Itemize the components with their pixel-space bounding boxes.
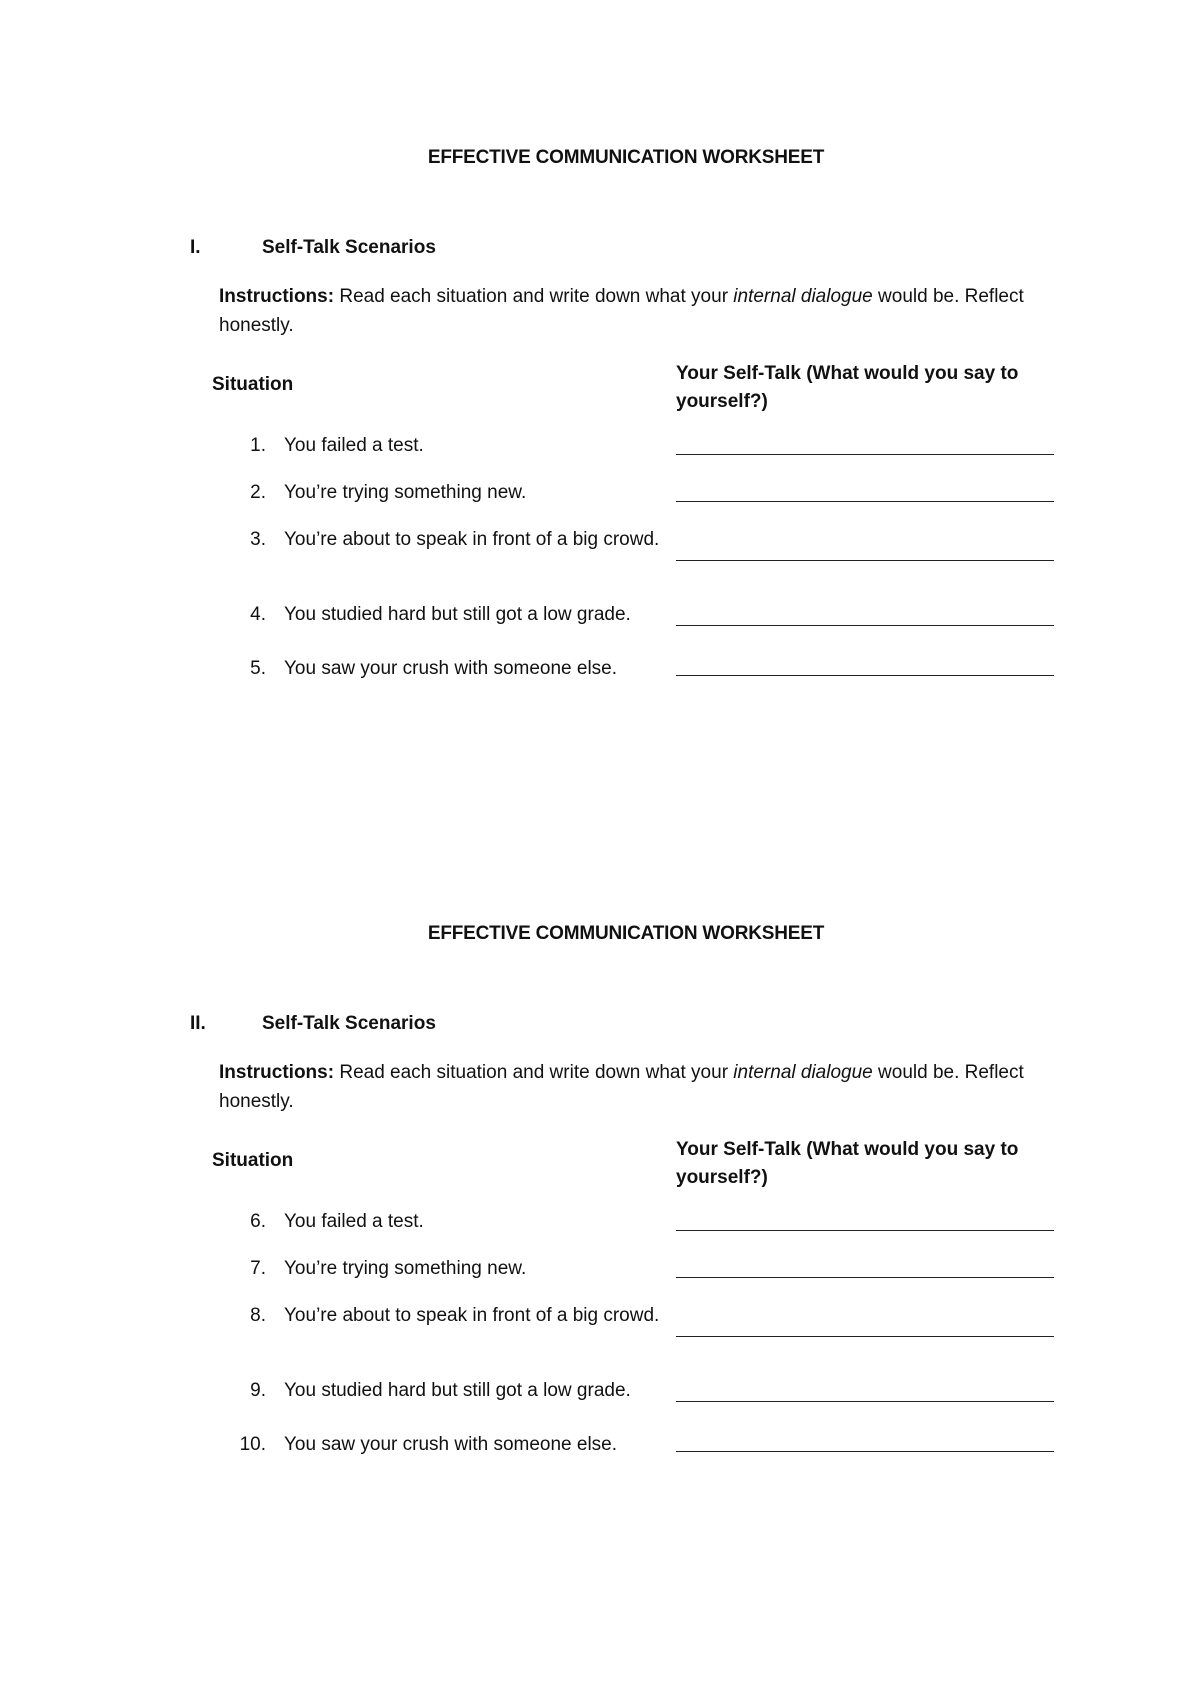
worksheet-title: EFFECTIVE COMMUNICATION WORKSHEET — [427, 147, 825, 168]
section-heading — [190, 237, 436, 259]
item-number: 1. — [250, 435, 266, 456]
answer-blank-line[interactable] — [676, 454, 1054, 455]
instructions-text-pre: Read each situation and write down what your — [334, 286, 734, 307]
section-number: II. — [190, 1013, 206, 1034]
item-number: 7. — [250, 1258, 266, 1279]
item-situation: You’re about to speak in front of a big crowd. — [284, 1305, 660, 1326]
item-situation: You studied hard but still got a low grade. — [284, 1380, 631, 1401]
instructions — [219, 1058, 1059, 1116]
section-title: Self-Talk Scenarios — [262, 237, 436, 258]
item-situation: You studied hard but still got a low grade. — [284, 604, 631, 625]
column-header-situation: Situation — [212, 1150, 294, 1171]
instructions-label: Instructions: — [219, 286, 335, 307]
item-number: 4. — [250, 604, 266, 625]
worksheet-1 — [0, 0, 1200, 760]
answer-blank-line[interactable] — [676, 1336, 1054, 1337]
item-situation: You failed a test. — [284, 1211, 424, 1232]
item-number: 9. — [250, 1380, 266, 1401]
answer-blank-line[interactable] — [676, 1230, 1054, 1231]
section-heading — [190, 1013, 436, 1035]
item-number: 10. — [239, 1434, 266, 1455]
column-header-self-talk: Your Self-Talk (What would you say to yourself?) — [676, 363, 1019, 412]
instructions-label: Instructions: — [219, 1062, 335, 1083]
instructions — [219, 282, 1059, 340]
section-number: I. — [190, 237, 201, 258]
item-number: 2. — [250, 482, 266, 503]
answer-blank-line[interactable] — [676, 1401, 1054, 1402]
answer-blank-line[interactable] — [676, 501, 1054, 502]
item-situation: You’re trying something new. — [284, 1258, 527, 1279]
instructions-text-post: would be. Reflect honestly. — [219, 286, 1024, 336]
item-situation: You saw your crush with someone else. — [284, 1434, 618, 1455]
column-header-situation: Situation — [212, 374, 294, 395]
answer-blank-line[interactable] — [676, 625, 1054, 626]
answer-blank-line[interactable] — [676, 560, 1054, 561]
section-title: Self-Talk Scenarios — [262, 1013, 436, 1034]
item-situation: You’re trying something new. — [284, 482, 527, 503]
worksheet-2 — [0, 776, 1200, 1536]
answer-blank-line[interactable] — [676, 1277, 1054, 1278]
column-header-self-talk: Your Self-Talk (What would you say to yourself?) — [676, 1139, 1019, 1188]
item-situation: You saw your crush with someone else. — [284, 658, 618, 679]
item-number: 3. — [250, 529, 266, 550]
instructions-text-post: would be. Reflect honestly. — [219, 1062, 1024, 1112]
item-situation: You’re about to speak in front of a big crowd. — [284, 529, 660, 550]
instructions-text-pre: Read each situation and write down what your — [334, 1062, 734, 1083]
instructions-text-italic: internal dialogue — [733, 1062, 873, 1083]
answer-blank-line[interactable] — [676, 1451, 1054, 1452]
worksheet-title: EFFECTIVE COMMUNICATION WORKSHEET — [427, 923, 825, 944]
item-number: 6. — [250, 1211, 266, 1232]
item-situation: You failed a test. — [284, 435, 424, 456]
answer-blank-line[interactable] — [676, 675, 1054, 676]
item-number: 8. — [250, 1305, 266, 1326]
item-number: 5. — [250, 658, 266, 679]
instructions-text-italic: internal dialogue — [733, 286, 873, 307]
